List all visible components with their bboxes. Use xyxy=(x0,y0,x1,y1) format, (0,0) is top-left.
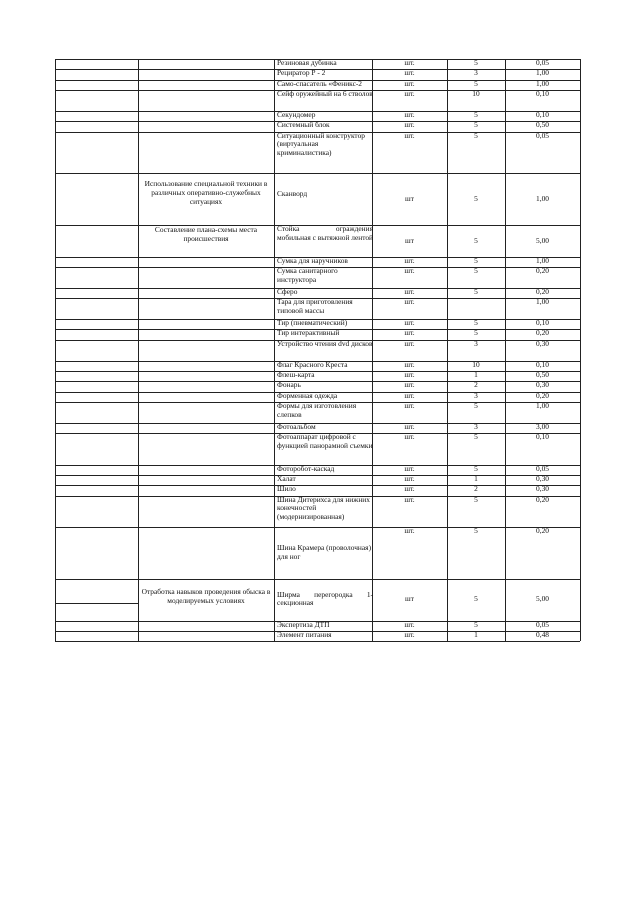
item-quantity: 3 xyxy=(474,69,478,78)
item-unit: шт. xyxy=(404,298,415,307)
item-unit: шт. xyxy=(404,79,415,88)
item-unit: шт. xyxy=(404,131,415,140)
item-value: 0,05 xyxy=(536,131,549,140)
item-value: 1,00 xyxy=(536,298,549,307)
item-quantity: 3 xyxy=(474,339,478,348)
item-name: Ширма перегородка 1-секционная xyxy=(277,590,373,608)
item-quantity: 1 xyxy=(474,475,478,483)
item-name: Тир (пневматический) xyxy=(277,319,348,327)
item-quantity: 2 xyxy=(474,485,478,494)
item-unit: шт. xyxy=(404,475,415,483)
item-value: 3,00 xyxy=(536,423,549,431)
table-col-border-1 xyxy=(138,59,139,641)
item-value: 0,30 xyxy=(536,475,549,483)
item-unit: шт xyxy=(405,595,414,604)
item-value: 0,30 xyxy=(536,485,549,494)
item-unit: шт. xyxy=(404,329,415,338)
item-value: 0,05 xyxy=(536,59,549,67)
item-quantity: 3 xyxy=(474,423,478,431)
item-value: 1,00 xyxy=(536,194,549,203)
item-unit: шт. xyxy=(404,360,415,369)
item-unit: шт. xyxy=(404,495,415,504)
item-value: 0,20 xyxy=(536,391,549,400)
table-row-border xyxy=(55,579,580,580)
item-name: Фотоаппарат цифровой с функцией панорамной съемки xyxy=(277,433,373,450)
item-quantity: 1 xyxy=(474,631,478,639)
item-name: Ситуационный конструктор (виртуальная криминалистика) xyxy=(277,131,365,157)
item-value: 0,10 xyxy=(536,111,549,119)
item-unit: шт. xyxy=(404,69,415,78)
item-value: 0,50 xyxy=(536,371,549,379)
table-row-border xyxy=(55,173,580,174)
item-quantity: 5 xyxy=(474,267,478,275)
item-unit: шт. xyxy=(404,121,415,130)
item-name: Тара для приготовления типовой массы xyxy=(277,298,353,315)
item-name: Сумка для наручников xyxy=(277,256,348,265)
item-value: 5,00 xyxy=(536,236,549,245)
item-unit: шт. xyxy=(404,339,415,348)
item-name: Формы для изготовления слепков xyxy=(277,402,357,419)
section-label: Составление плана-схемы места происшествия xyxy=(154,225,258,244)
item-quantity: 5 xyxy=(474,527,478,535)
table-col-border-0 xyxy=(55,59,56,641)
item-value: 0,10 xyxy=(536,360,549,369)
item-value: 0,20 xyxy=(536,267,549,275)
item-quantity: 5 xyxy=(474,433,478,442)
item-quantity: 1 xyxy=(474,371,478,379)
item-name: Фонарь xyxy=(277,381,301,390)
item-quantity: 5 xyxy=(474,595,478,604)
item-quantity: 5 xyxy=(474,495,478,504)
item-value: 1,00 xyxy=(536,256,549,265)
item-value: 1,00 xyxy=(536,79,549,88)
item-value: 1,00 xyxy=(536,69,549,78)
item-name: Системный блок xyxy=(277,121,330,130)
item-quantity: 5 xyxy=(474,329,478,338)
item-quantity: 2 xyxy=(474,381,478,390)
item-name: Фоторобот-каскад xyxy=(277,464,335,473)
item-name: Флаг Красного Креста xyxy=(277,360,348,369)
item-quantity: 5 xyxy=(474,620,478,629)
item-unit: шт xyxy=(405,236,414,245)
item-name: Шина Крамера (проволочная) для ног xyxy=(277,544,372,561)
section-label: Отработка навыков проведения обыска в моделируемых условиях xyxy=(141,587,271,605)
item-name: Сумка санитарного инструктора xyxy=(277,267,338,284)
item-unit: шт. xyxy=(404,90,415,99)
item-quantity: 5 xyxy=(474,256,478,265)
item-unit: шт. xyxy=(404,402,415,411)
item-unit: шт. xyxy=(404,267,415,275)
item-value: 0,10 xyxy=(536,90,549,99)
table-sub-border xyxy=(55,603,138,604)
item-quantity: 5 xyxy=(474,111,478,119)
item-unit: шт. xyxy=(404,631,415,639)
item-unit: шт. xyxy=(404,423,415,431)
item-quantity: 5 xyxy=(474,236,478,245)
section-label: Использование специальной техники в различных оперативно-служебных ситуациях xyxy=(144,179,268,207)
item-quantity: 10 xyxy=(472,90,480,99)
item-quantity: 3 xyxy=(474,391,478,400)
item-name: Флеш-карта xyxy=(277,371,315,379)
table-row-border xyxy=(55,641,580,642)
item-quantity: 5 xyxy=(474,59,478,67)
item-unit: шт. xyxy=(404,319,415,327)
item-unit: шт. xyxy=(404,381,415,390)
item-name: Элемент питания xyxy=(277,631,332,639)
item-unit: шт xyxy=(405,194,414,203)
item-name: Фотоальбом xyxy=(277,423,316,431)
item-value: 0,50 xyxy=(536,121,549,130)
item-unit: шт. xyxy=(404,371,415,379)
item-name: Сканворд xyxy=(277,190,308,199)
item-unit: шт. xyxy=(404,287,415,296)
item-quantity: 5 xyxy=(474,131,478,140)
item-unit: шт. xyxy=(404,620,415,629)
item-name: Тир интерактивный xyxy=(277,329,340,338)
item-name: Само-спасатель «Феникс-2 xyxy=(277,79,363,88)
item-unit: шт. xyxy=(404,527,415,535)
item-value: 1,00 xyxy=(536,402,549,411)
table-col-border-6 xyxy=(580,59,581,641)
item-value: 0,05 xyxy=(536,620,549,629)
item-unit: шт. xyxy=(404,485,415,494)
item-value: 0,10 xyxy=(536,433,549,442)
item-value: 0,20 xyxy=(536,527,549,535)
item-name: Резиновая дубинка xyxy=(277,59,337,67)
item-value: 0,30 xyxy=(536,339,549,348)
item-unit: шт. xyxy=(404,256,415,265)
item-name: Рециратор Р - 2 xyxy=(277,69,326,78)
item-quantity: 5 xyxy=(474,121,478,130)
item-unit: шт. xyxy=(404,111,415,119)
item-name: Стойка ограждения мобильная с вытяжной лентой xyxy=(277,225,374,242)
item-value: 0,48 xyxy=(536,631,549,639)
item-quantity: 5 xyxy=(474,287,478,296)
item-quantity: 5 xyxy=(474,194,478,203)
item-name: Форменная одежда xyxy=(277,391,338,400)
item-quantity: 5 xyxy=(474,319,478,327)
item-unit: шт. xyxy=(404,433,415,442)
item-quantity: 5 xyxy=(474,402,478,411)
item-unit: шт. xyxy=(404,59,415,67)
item-quantity: 5 xyxy=(474,79,478,88)
item-name: Сейф оружейный на 6 стволов xyxy=(277,90,373,99)
item-name: Халат xyxy=(277,475,296,483)
item-name: Экспертиза ДТП xyxy=(277,620,330,629)
item-name: Шило xyxy=(277,485,296,494)
item-value: 5,00 xyxy=(536,595,549,604)
item-quantity: 10 xyxy=(472,360,480,369)
item-value: 0,30 xyxy=(536,381,549,390)
item-unit: шт. xyxy=(404,391,415,400)
item-quantity xyxy=(447,298,505,319)
item-value: 0,20 xyxy=(536,329,549,338)
item-quantity: 5 xyxy=(474,464,478,473)
item-unit: шт. xyxy=(404,464,415,473)
item-name: Секундомер xyxy=(277,111,316,119)
item-value: 0,20 xyxy=(536,287,549,296)
item-value: 0,10 xyxy=(536,319,549,327)
item-name: Шина Дитерихса для нижних конечностей (модернизированная) xyxy=(277,495,370,521)
item-name: Устройство чтения dvd дисков xyxy=(277,339,373,348)
item-value: 0,20 xyxy=(536,495,549,504)
item-value: 0,05 xyxy=(536,464,549,473)
item-name: Сферо xyxy=(277,287,298,296)
